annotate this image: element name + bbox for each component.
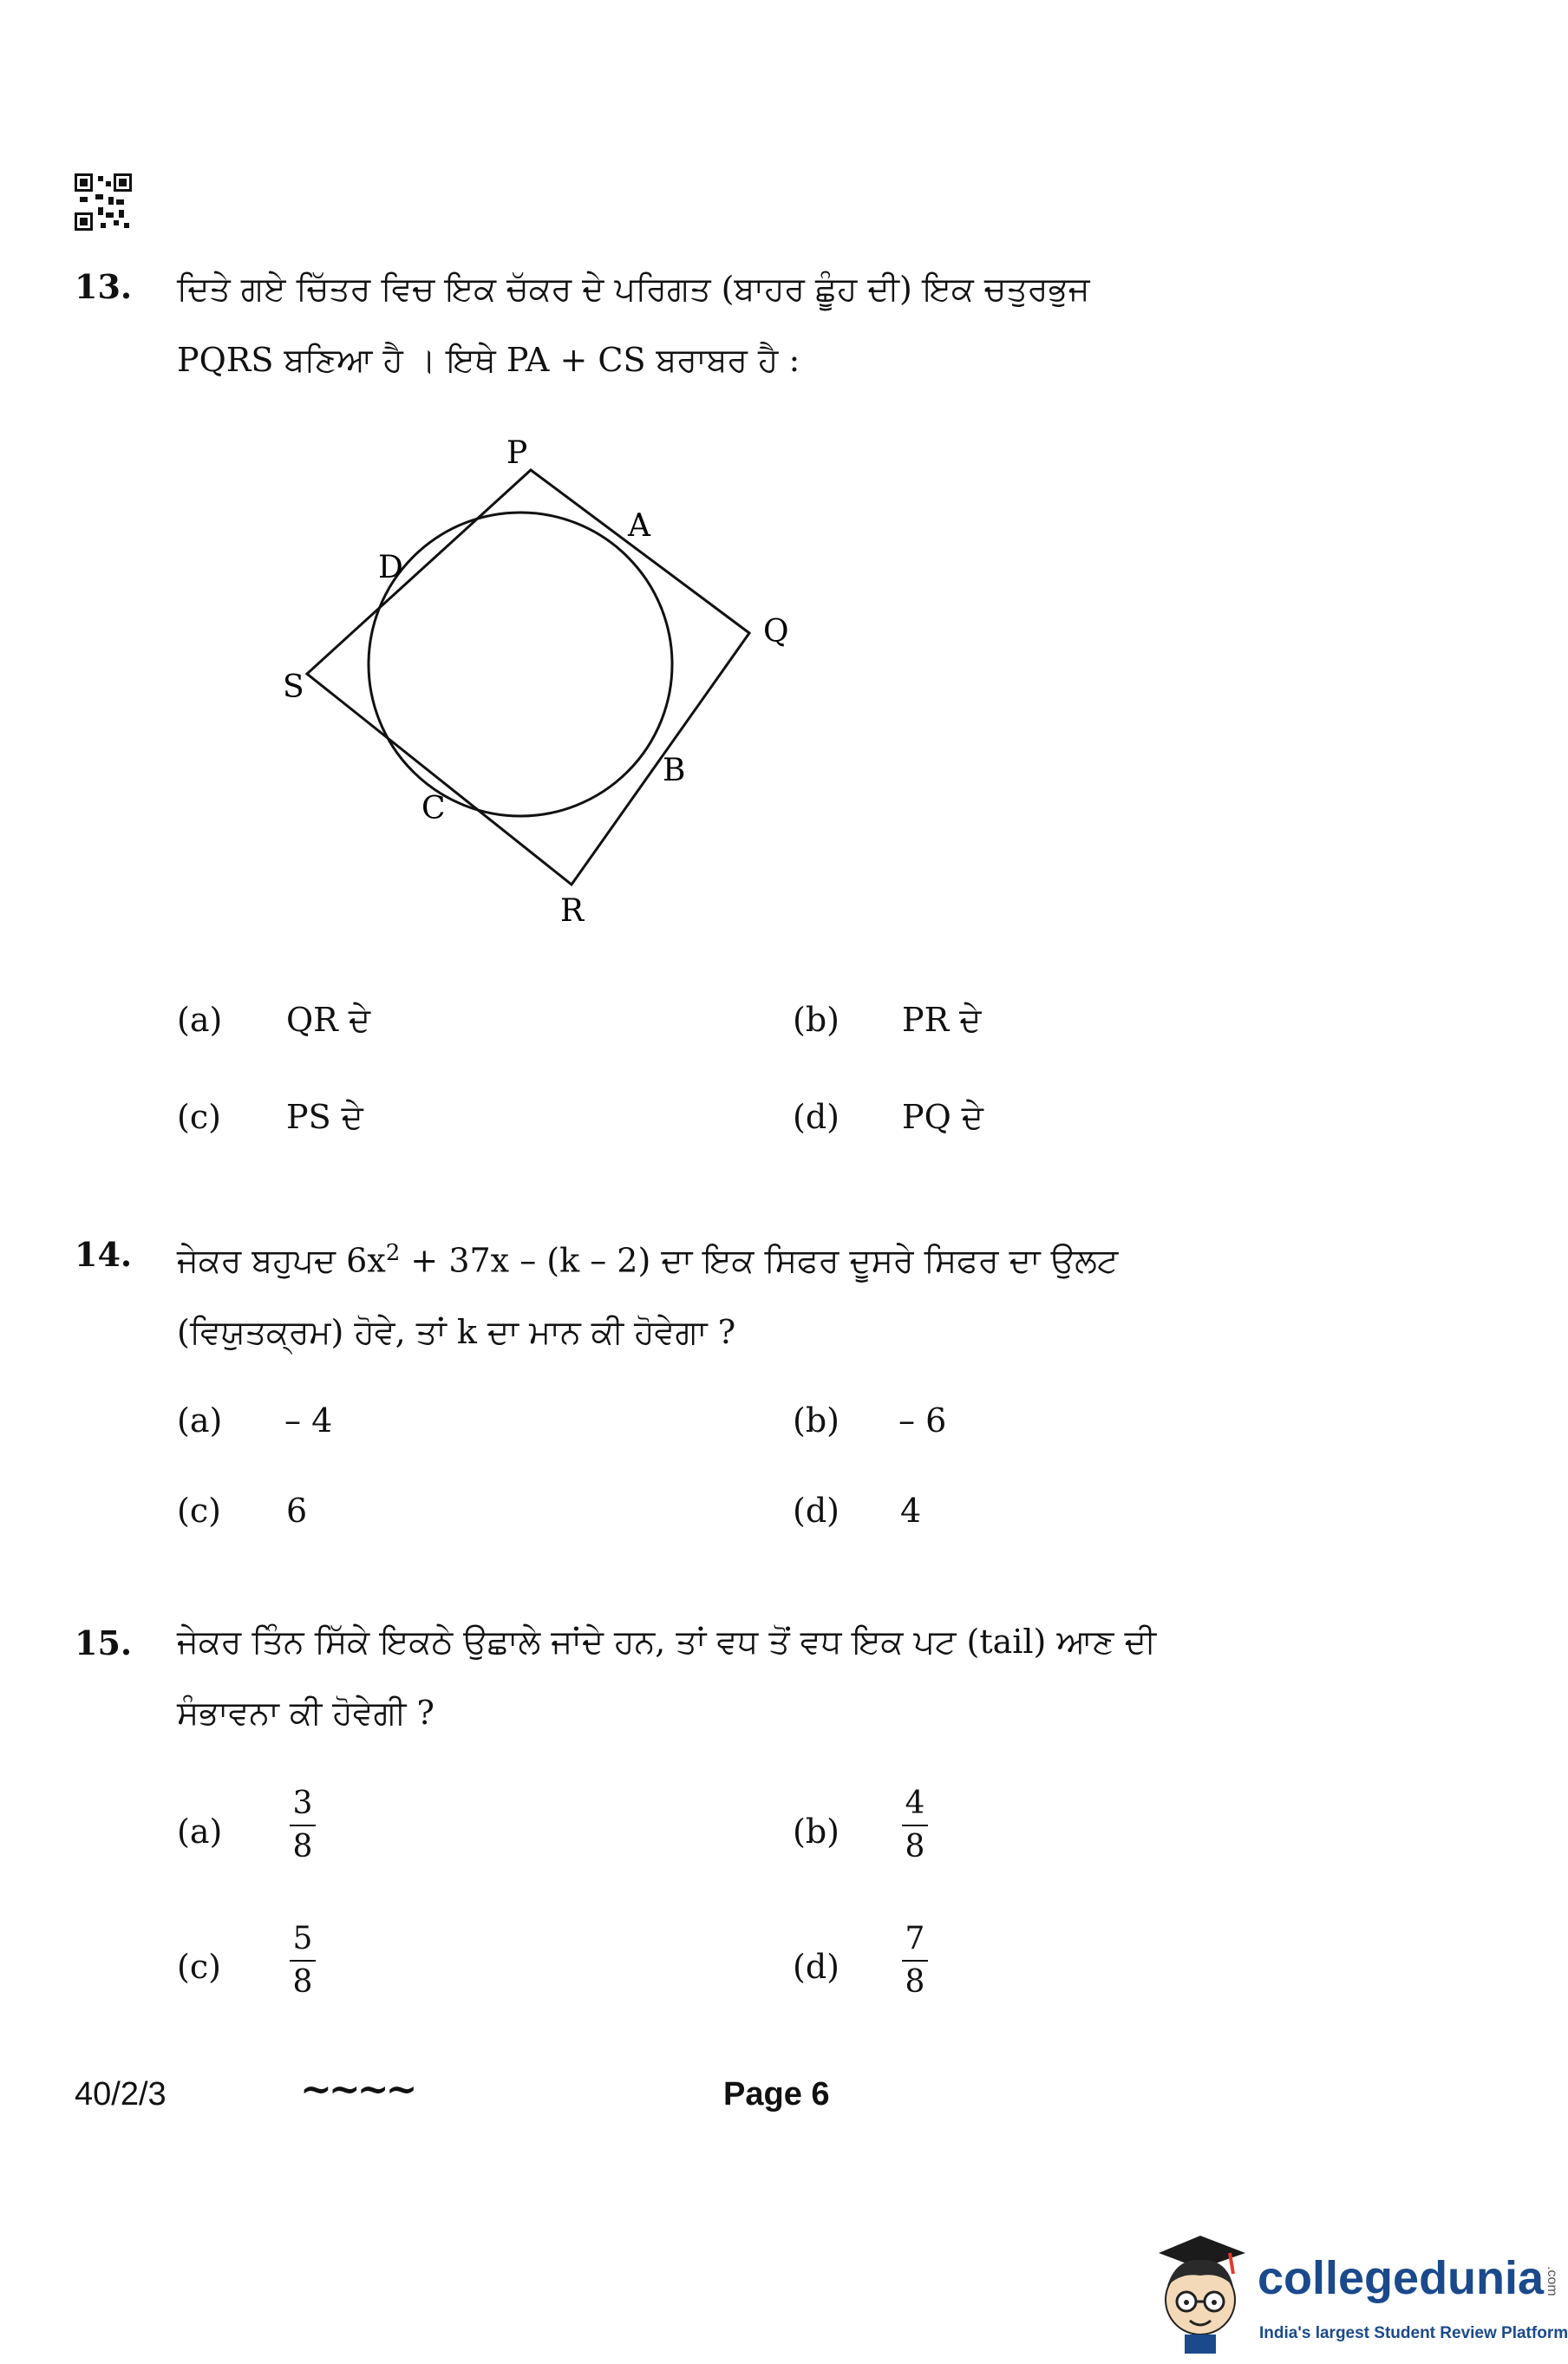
question-15-text	[177, 1606, 1156, 1748]
vertex-label-p: P	[506, 435, 528, 471]
q13-option-a-text: QR ਦੇ	[286, 1001, 370, 1039]
q15-option-a-label: (a)	[177, 1812, 223, 1851]
question-13-number: 13.	[75, 267, 133, 306]
tangent-label-c: C	[421, 791, 446, 826]
vertex-label-q: Q	[763, 614, 789, 650]
question-15-line-1: ਜੇਕਰ ਤਿੰਨ ਸਿੱਕੇ ਇਕਠੇ ਉਛਾਲੇ ਜਾਂਦੇ ਹਨ, ਤਾਂ ਵਧ ਤੋਂ ਵਧ ਇਕ ਪਟ (tail) ਆਣ ਦੀ	[177, 1623, 1157, 1661]
exponent: 2	[385, 1240, 401, 1266]
tangent-label-a: A	[628, 508, 650, 544]
question-14-line-1	[177, 1218, 1118, 1296]
denominator: 8	[292, 1964, 313, 2000]
question-14-text	[177, 1218, 1118, 1368]
q15-option-c-fraction	[290, 1920, 316, 2002]
q14-option-a-label: (a)	[177, 1401, 223, 1440]
question-14-line-1-suffix: + 37x – (k – 2) ਦਾ ਇਕ ਸਿਫਰ ਦੂਸਰੇ ਸਿਫਰ ਦਾ ਉਲਟ	[400, 1241, 1119, 1280]
q13-option-d-label: (d)	[793, 1098, 840, 1136]
denominator: 8	[292, 1829, 313, 1864]
numerator: 3	[292, 1786, 313, 1821]
q13-option-c-text: PS ਦੇ	[286, 1098, 363, 1136]
question-14-line-2: (ਵਿਯੁਤਕ੍ਰਮ) ਹੋਵੇ, ਤਾਂ k ਦਾ ਮਾਨ ਕੀ ਹੋਵੇਗਾ ?	[177, 1312, 736, 1351]
q15-option-b-label: (b)	[793, 1812, 840, 1851]
question-14-line-1-prefix: ਜੇਕਰ ਬਹੁਪਦ 6x	[177, 1241, 386, 1280]
wavy-separator: ~~~~	[300, 2067, 415, 2112]
q14-option-d-text: 4	[900, 1492, 922, 1530]
brand-name	[1258, 2251, 1559, 2305]
brand-name-text: collegedunia	[1258, 2252, 1545, 2304]
q14-option-a-text: – 4	[284, 1401, 333, 1440]
q15-option-d-label: (d)	[793, 1948, 840, 1986]
mascot-logo-icon	[1150, 2234, 1254, 2355]
paper-code: 40/2/3	[75, 2076, 167, 2113]
tangent-label-d: D	[378, 550, 403, 585]
question-15-line-2: ਸੰਭਾਵਨਾ ਕੀ ਹੋਵੇਗੀ ?	[177, 1694, 434, 1732]
page-number: Page 6	[723, 2076, 830, 2113]
q13-option-c-label: (c)	[177, 1098, 221, 1136]
q14-option-d-label: (d)	[793, 1492, 840, 1530]
brand-domain: .com	[1545, 2266, 1560, 2297]
q13-option-b-label: (b)	[793, 1001, 840, 1039]
q14-option-b-text: – 6	[898, 1401, 947, 1440]
vertex-label-s: S	[283, 669, 304, 705]
question-13-line-2: PQRS ਬਣਿਆ ਹੈ । ਇਥੇ PA + CS ਬਰਾਬਰ ਹੈ :	[177, 341, 800, 379]
q13-option-d-text: PQ ਦੇ	[902, 1098, 983, 1136]
q15-option-c-label: (c)	[177, 1948, 221, 1986]
numerator: 5	[292, 1921, 313, 1956]
q14-option-c-text: 6	[286, 1492, 308, 1530]
q15-option-d-fraction	[902, 1920, 928, 2002]
tangent-label-b: B	[663, 753, 686, 788]
question-15-number: 15.	[75, 1623, 133, 1662]
question-13-text	[177, 253, 1090, 395]
inscribed-circle	[369, 513, 672, 816]
numerator: 7	[905, 1921, 925, 1956]
qr-code-icon	[75, 173, 132, 231]
q13-option-a-label: (a)	[177, 1001, 223, 1039]
question-14-number: 14.	[75, 1235, 133, 1274]
q15-option-a-fraction	[290, 1785, 316, 1866]
q13-option-b-text: PR ਦੇ	[902, 1001, 982, 1039]
q14-option-c-label: (c)	[177, 1492, 221, 1530]
denominator: 8	[905, 1964, 925, 2000]
brand-tagline: India's largest Student Review Platform	[1259, 2324, 1568, 2342]
q15-option-b-fraction	[902, 1785, 928, 1866]
vertex-label-r: R	[560, 893, 585, 929]
q14-option-b-label: (b)	[793, 1401, 840, 1440]
quadrilateral-circle-figure	[260, 416, 815, 954]
numerator: 4	[905, 1786, 925, 1821]
quadrilateral-pqrs	[307, 470, 749, 885]
denominator: 8	[905, 1829, 925, 1864]
question-13-line-1: ਦਿਤੇ ਗਏ ਚਿੱਤਰ ਵਿਚ ਇਕ ਚੱਕਰ ਦੇ ਪਰਿਗਤ (ਬਾਹਰ ਛੂੰਹ ਦੀ) ਇਕ ਚਤੁਰਭੁਜ	[177, 270, 1090, 308]
